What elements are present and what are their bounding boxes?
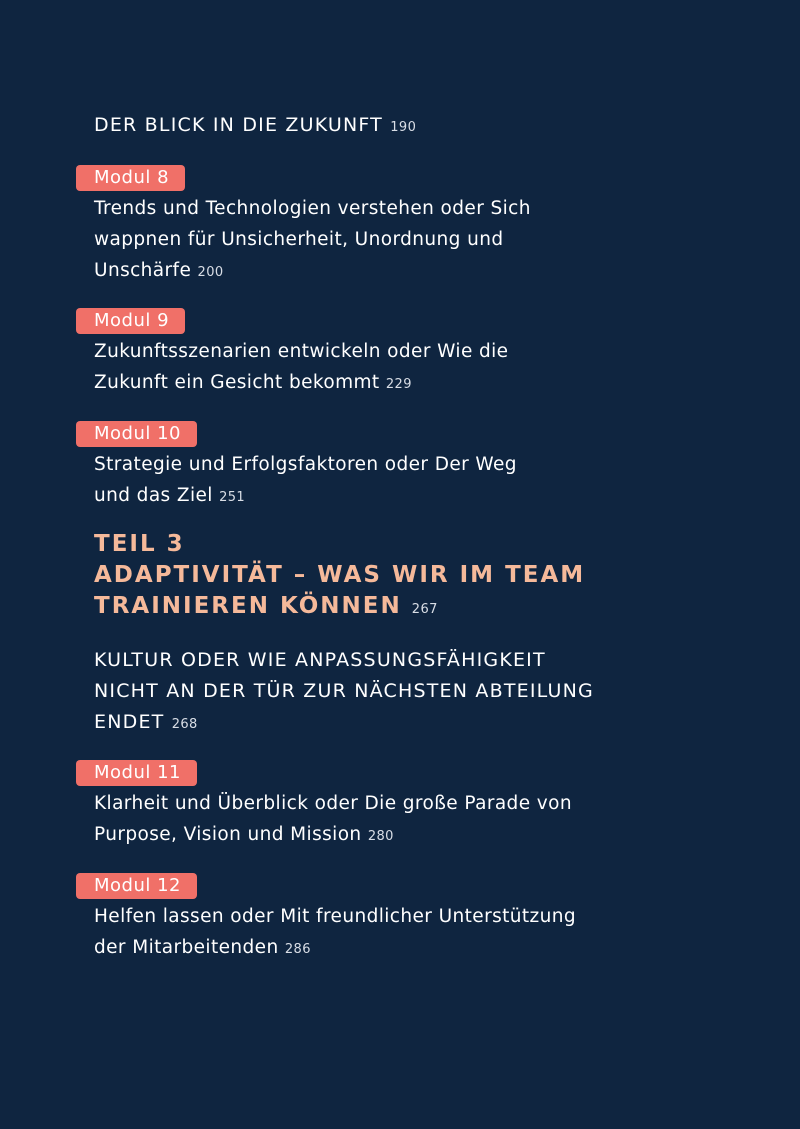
module-entry-11: [94, 788, 654, 852]
module-entry-10: [94, 449, 654, 513]
module-line: Unschärfe: [94, 260, 192, 281]
module-last-line: [94, 819, 654, 852]
page-number: 267: [411, 602, 438, 617]
module-line: Trends und Technologien verstehen oder Sich: [94, 198, 531, 219]
module-line: der Mitarbeitenden: [94, 937, 279, 958]
module-last-line: [94, 367, 654, 400]
section-entry-kultur: [94, 645, 654, 740]
section-line: NICHT AN DER TÜR ZUR NÄCHSTEN ABTEILUNG: [94, 680, 594, 702]
part-heading-line: TEIL 3: [94, 531, 185, 557]
page-number: 280: [367, 829, 394, 844]
page-number: 229: [385, 377, 412, 392]
module-last-line: [94, 255, 654, 288]
page-number: 190: [390, 120, 417, 135]
module-line: Purpose, Vision und Mission: [94, 824, 368, 845]
module-entry-8: [94, 193, 654, 288]
module-entry-9: [94, 336, 654, 400]
module-line: und das Ziel: [94, 485, 213, 506]
page-number: 286: [284, 942, 311, 957]
module-badge-12: Modul 12: [76, 873, 197, 899]
section-last-line: [94, 707, 654, 740]
part-heading-line: ADAPTIVITÄT – WAS WIR IM TEAM: [94, 562, 586, 588]
module-badge-9: Modul 9: [76, 308, 185, 334]
section-title: DER BLICK IN DIE ZUKUNFT: [94, 114, 383, 136]
module-line: Zukunftsszenarien entwickeln oder Wie die: [94, 341, 509, 362]
module-line: Zukunft ein Gesicht bekommt: [94, 372, 380, 393]
module-line: Strategie und Erfolgsfaktoren oder Der Weg: [94, 454, 517, 475]
module-badge-10: Modul 10: [76, 421, 197, 447]
module-badge-8: Modul 8: [76, 165, 185, 191]
section-line: KULTUR ODER WIE ANPASSUNGSFÄHIGKEIT: [94, 649, 546, 671]
part-heading-line: TRAINIEREN KÖNNEN: [94, 593, 402, 619]
section-entry-zukunft: [94, 110, 654, 143]
section-line: ENDET: [94, 711, 165, 733]
module-last-line: [94, 480, 654, 513]
module-line: Klarheit und Überblick oder Die große Parade von: [94, 793, 572, 814]
part-heading-teil-3: [94, 529, 585, 625]
module-last-line: [94, 932, 654, 965]
module-line: wappnen für Unsicherheit, Unordnung und: [94, 229, 504, 250]
page-number: 251: [219, 490, 246, 505]
module-line: Helfen lassen oder Mit freundlicher Unterstützung: [94, 906, 577, 927]
part-heading-last-line: [94, 591, 585, 625]
module-entry-12: [94, 901, 654, 965]
module-badge-11: Modul 11: [76, 760, 197, 786]
page-number: 200: [197, 265, 224, 280]
page-number: 268: [171, 717, 198, 732]
